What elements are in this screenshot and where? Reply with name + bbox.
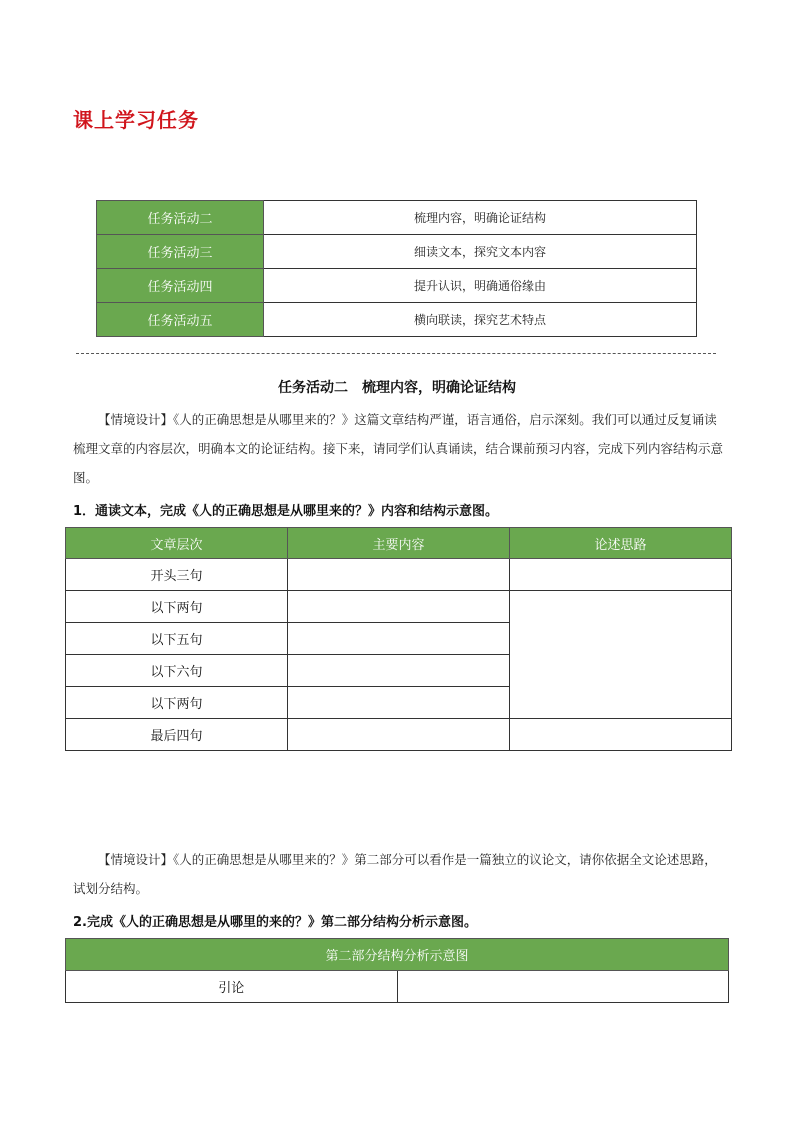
answer-cell[interactable] [288, 623, 510, 655]
table-row [97, 235, 697, 269]
table-row [66, 559, 732, 591]
task-name: 任务活动二 [97, 201, 264, 235]
table-row [66, 719, 732, 751]
part-label-cell: 引论 [66, 971, 398, 1003]
answer-cell[interactable] [510, 559, 732, 591]
task-desc: 梳理内容，明确论证结构 [264, 201, 697, 235]
layer-cell: 以下五句 [66, 623, 288, 655]
question-2: 2.完成《人的正确思想是从哪里的来的？》第二部分结构分析示意图。 [73, 915, 477, 930]
activity-title: 任务活动二 梳理内容，明确论证结构 [278, 380, 516, 396]
situation-paragraph-1: 【情境设计】《人的正确思想是从哪里来的？》这篇文章结构严谨，语言通俗，启示深刻。我们可以通过反复诵读梳理文章的内容层次，明确本文的论证结构。接下来，请同学们认真诵读，结合课前预习内容，完成下列内容结构示意图。 [73, 412, 724, 485]
layer-cell: 以下两句 [66, 687, 288, 719]
situation-paragraph-2: 【情境设计】《人的正确思想是从哪里来的？》第二部分可以看作是一篇独立的议论文，请你依据全文论述思路，试划分结构。 [73, 852, 717, 896]
answer-cell-merged[interactable] [510, 591, 732, 719]
task-desc: 提升认识，明确通俗缘由 [264, 269, 697, 303]
column-header: 论述思路 [510, 528, 732, 559]
task-desc: 细读文本，探究文本内容 [264, 235, 697, 269]
task-name: 任务活动四 [97, 269, 264, 303]
answer-cell[interactable] [397, 971, 729, 1003]
answer-cell[interactable] [288, 559, 510, 591]
table-row [66, 591, 732, 623]
answer-cell[interactable] [510, 719, 732, 751]
column-header: 主要内容 [288, 528, 510, 559]
structure-table [65, 527, 732, 751]
answer-cell[interactable] [288, 719, 510, 751]
task-name: 任务活动三 [97, 235, 264, 269]
part-structure-table [65, 938, 729, 1003]
table-row [97, 201, 697, 235]
answer-cell[interactable] [288, 687, 510, 719]
task-name: 任务活动五 [97, 303, 264, 337]
task-table [96, 200, 697, 337]
table-row [97, 303, 697, 337]
table-header: 第二部分结构分析示意图 [66, 939, 729, 971]
dashed-divider [76, 353, 716, 354]
layer-cell: 最后四句 [66, 719, 288, 751]
task-desc: 横向联读，探究艺术特点 [264, 303, 697, 337]
layer-cell: 开头三句 [66, 559, 288, 591]
table-row [66, 971, 729, 1003]
section-heading: 课上学习任务 [73, 108, 199, 132]
column-header: 文章层次 [66, 528, 288, 559]
layer-cell: 以下两句 [66, 591, 288, 623]
table-row [97, 269, 697, 303]
layer-cell: 以下六句 [66, 655, 288, 687]
answer-cell[interactable] [288, 591, 510, 623]
table-header-row [66, 528, 732, 559]
question-1: 1．通读文本，完成《人的正确思想是从哪里来的？》内容和结构示意图。 [73, 504, 499, 519]
answer-cell[interactable] [288, 655, 510, 687]
table-header-row [66, 939, 729, 971]
